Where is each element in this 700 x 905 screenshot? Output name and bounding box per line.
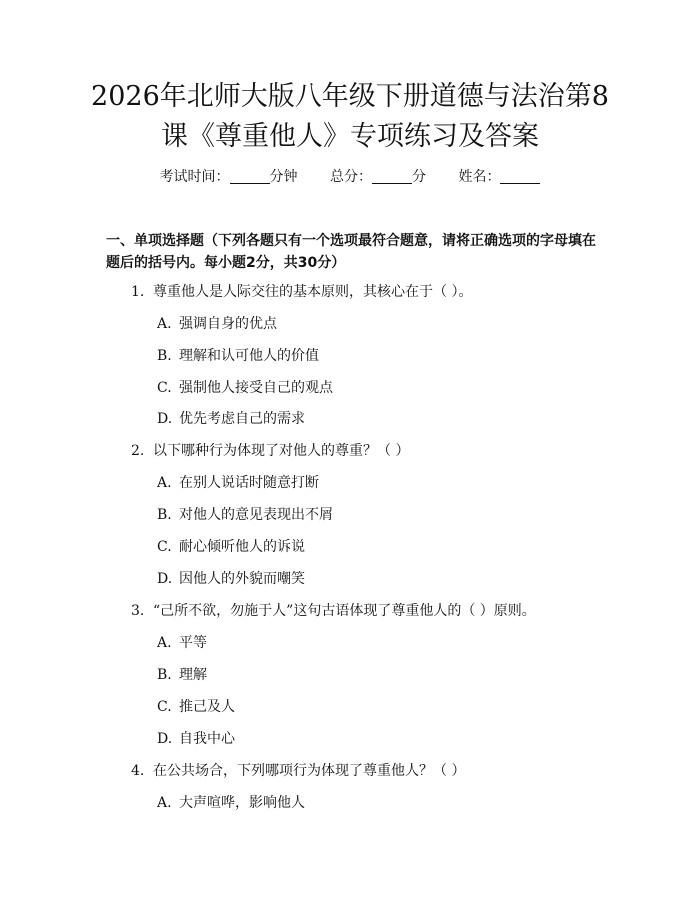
option-2c: [157, 537, 305, 557]
student-name-blank: [500, 169, 540, 184]
option-letter: B.: [157, 667, 172, 683]
document-title-line1: 2026年北师大版八年级下册道德与法治第8: [91, 81, 609, 112]
question-text: “己所不欲，勿施于人”这句古语体现了尊重他人的（ ）原则。: [153, 603, 536, 619]
question-number: 4.: [131, 763, 145, 779]
question-number: 3.: [131, 603, 145, 619]
option-letter: D.: [157, 411, 173, 427]
question-4: [131, 761, 465, 781]
exam-time-blank: [230, 169, 270, 184]
option-4a: [157, 793, 305, 813]
option-2d: [157, 569, 305, 589]
section-heading: [106, 230, 596, 274]
option-1d: [157, 409, 305, 429]
option-letter: A.: [157, 316, 172, 332]
question-text: 以下哪种行为体现了对他人的尊重？（ ）: [153, 443, 410, 459]
option-1b: [157, 346, 319, 366]
question-3: [131, 601, 536, 621]
exam-time-unit: 分钟: [269, 169, 298, 185]
option-text: 耐心倾听他人的诉说: [179, 539, 305, 555]
option-letter: B.: [157, 507, 172, 523]
option-2a: [157, 473, 319, 493]
option-text: 推己及人: [179, 699, 235, 715]
option-text: 自我中心: [179, 731, 235, 747]
exam-meta-line: [0, 167, 700, 187]
option-3c: [157, 697, 235, 717]
option-3a: [157, 633, 207, 653]
question-2: [131, 441, 409, 461]
option-letter: D.: [157, 731, 173, 747]
section-heading-line2: 题后的括号内。每小题2分，共30分）: [106, 255, 346, 271]
total-score-unit: 分: [412, 169, 426, 185]
question-number: 2.: [131, 443, 145, 459]
option-1c: [157, 378, 333, 398]
option-letter: D.: [157, 571, 173, 587]
section-heading-line1: 一、单项选择题（下列各题只有一个选项最符合题意，请将正确选项的字母填在: [106, 233, 596, 249]
option-3d: [157, 729, 235, 749]
option-text: 理解和认可他人的价值: [179, 348, 319, 364]
option-letter: B.: [157, 348, 172, 364]
option-text: 强制他人接受自己的观点: [179, 380, 333, 396]
option-text: 平等: [179, 635, 207, 651]
total-score-label: 总分：: [330, 169, 372, 185]
student-name: [458, 169, 540, 185]
exam-time: [160, 169, 298, 185]
option-text: 大声喧哗，影响他人: [179, 795, 305, 811]
option-text: 因他人的外貌而嘲笑: [179, 571, 305, 587]
total-score-blank: [372, 169, 412, 184]
option-letter: A.: [157, 475, 172, 491]
option-letter: C.: [157, 699, 172, 715]
question-1: [131, 282, 472, 302]
option-1a: [157, 314, 277, 334]
option-text: 在别人说话时随意打断: [179, 475, 319, 491]
option-text: 强调自身的优点: [179, 316, 277, 332]
option-letter: C.: [157, 539, 172, 555]
option-text: 对他人的意见表现出不屑: [179, 507, 333, 523]
question-text: 在公共场合，下列哪项行为体现了尊重他人？（ ）: [153, 763, 466, 779]
option-letter: A.: [157, 795, 172, 811]
option-2b: [157, 505, 333, 525]
option-letter: C.: [157, 380, 172, 396]
option-text: 理解: [179, 667, 207, 683]
document-title-line2: 课《尊重他人》专项练习及答案: [161, 121, 539, 152]
exam-time-label: 考试时间：: [159, 169, 230, 185]
option-3b: [157, 665, 207, 685]
question-text: 尊重他人是人际交往的基本原则，其核心在于（ ）。: [153, 284, 473, 300]
student-name-label: 姓名：: [458, 169, 501, 185]
total-score: [330, 169, 426, 185]
option-text: 优先考虑自己的需求: [179, 411, 305, 427]
question-number: 1.: [131, 284, 145, 300]
option-letter: A.: [157, 635, 172, 651]
